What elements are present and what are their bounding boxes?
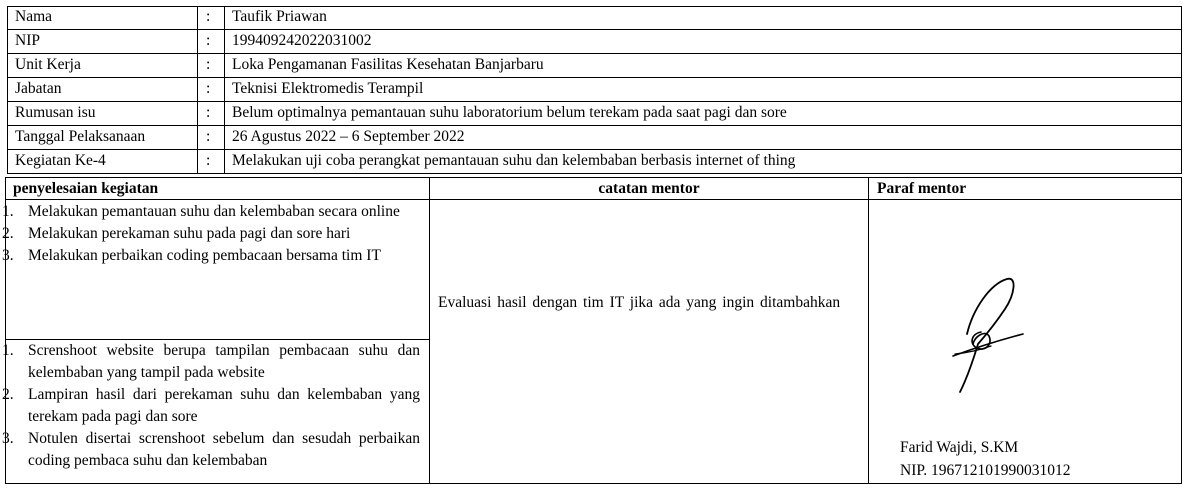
label-tanggal: Tanggal Pelaksanaan	[15, 128, 146, 145]
value-nama: Taufik Priawan	[232, 8, 327, 25]
separator: :	[206, 80, 211, 97]
header-penyelesaian: penyelesaian kegiatan	[13, 180, 159, 197]
label-unit-kerja: Unit Kerja	[15, 56, 81, 73]
list-item: 2. Melakukan perekaman suhu pada pagi dan sore hari	[2, 225, 351, 242]
header-paraf: Paraf mentor	[877, 180, 967, 197]
separator: :	[206, 32, 211, 49]
list-item: 3. Notulen disertai screnshoot sebelum dan sesudah perbaikan coding pembaca suhu dan kelembaban	[2, 430, 420, 469]
separator: :	[206, 128, 211, 145]
mentor-nip: NIP. 196712101990031012	[900, 462, 1071, 479]
label-nip: NIP	[15, 32, 40, 49]
label-kegiatan: Kegiatan Ke-4	[15, 152, 106, 169]
header-catatan: catatan mentor	[598, 180, 700, 197]
mentor-note: Evaluasi hasil dengan tim IT jika ada yang ingin ditambahkan	[438, 294, 841, 311]
value-rumusan-isu: Belum optimalnya pemantauan suhu laboratorium belum terekam pada saat pagi dan sore	[232, 104, 787, 121]
mentor-name: Farid Wajdi, S.KM	[900, 439, 1019, 456]
list-item: 2. Lampiran hasil dari perekaman suhu dan kelembaban yang terekam pada pagi dan sore	[2, 386, 420, 425]
value-unit-kerja: Loka Pengamanan Fasilitas Kesehatan Banjarbaru	[232, 56, 544, 73]
outputs-list	[2, 340, 420, 472]
value-nip: 199409242022031002	[232, 32, 372, 49]
label-jabatan: Jabatan	[15, 80, 62, 97]
list-item: 3. Melakukan perbaikan coding pembacaan bersama tim IT	[2, 247, 381, 264]
steps-list	[2, 201, 408, 267]
value-tanggal: 26 Agustus 2022 – 6 September 2022	[232, 128, 465, 145]
label-nama: Nama	[15, 8, 53, 25]
separator: :	[206, 56, 211, 73]
label-rumusan-isu: Rumusan isu	[15, 104, 96, 121]
value-jabatan: Teknisi Elektromedis Terampil	[232, 80, 424, 97]
separator: :	[206, 152, 211, 169]
list-item: 1. Screnshoot website berupa tampilan pembacaan suhu dan kelembaban yang tampil pada website	[2, 342, 420, 381]
value-kegiatan: Melakukan uji coba perangkat pemantauan suhu dan kelembaban berbasis internet of thing	[232, 152, 796, 169]
signature-image	[945, 274, 1030, 399]
separator: :	[206, 104, 211, 121]
separator: :	[206, 8, 211, 25]
list-item: 1. Melakukan pemantauan suhu dan kelembaban secara online	[2, 203, 400, 220]
